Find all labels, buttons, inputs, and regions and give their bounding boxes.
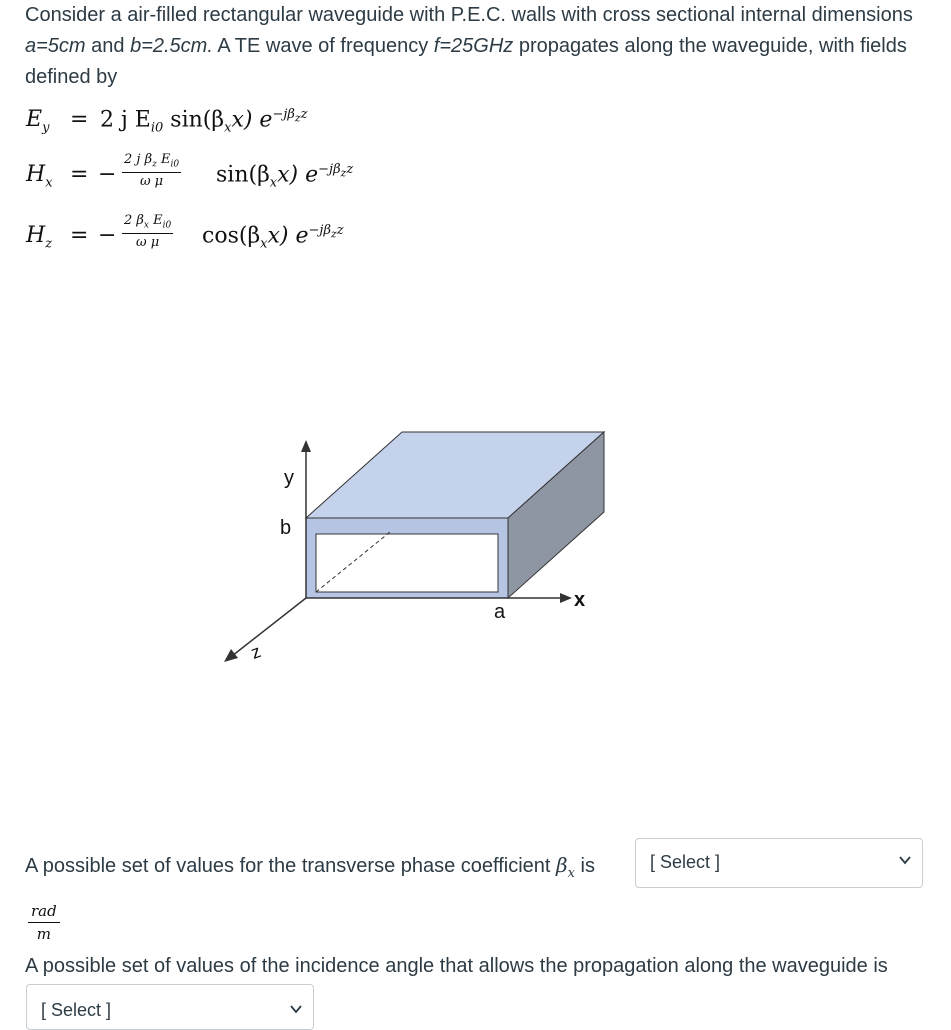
label-z: z <box>248 641 264 663</box>
problem-statement: Consider a air-filled rectangular waveguide with P.E.C. walls with cross sectional internal dimensions a=5cm and b=2.5cm. A TE wave of frequency f=25GHz propagates along the waveguide, with fields defined by <box>25 4 913 88</box>
equation-hz: $H_z$ = − $\frac{2 \beta_x E_{i0}}{\text{ω μ}}$ $\cos(\beta_xx)$ $e^{-j\beta_zz}$ <box>26 213 344 252</box>
chevron-down-icon <box>898 853 912 867</box>
dimension-b: b=2.5cm. <box>130 35 213 57</box>
label-a: a <box>494 601 506 623</box>
equation-hx: $H_x$ = − $\frac{2 j \beta_z E_{i0}}{\text{ω μ}}$ $\sin(\beta_xx)$ $e^{-j\beta_zz}$ <box>26 152 354 191</box>
frequency: f=25GHz <box>433 35 514 57</box>
waveguide-opening <box>316 534 498 592</box>
label-x: x <box>574 589 586 611</box>
z-axis-arrow <box>224 649 238 662</box>
angle-select-dropdown[interactable]: [ Select ] <box>26 984 314 1030</box>
dimension-a: a=5cm <box>25 35 86 57</box>
y-axis-arrow <box>301 440 311 452</box>
unit-rad-per-m: rad m <box>28 902 60 943</box>
equation-ey: $E_y$ = 2 j $E_{i0}$ $\sin(\beta_xx)$ $e^{-j\beta_zz}$ <box>26 107 308 136</box>
label-b: b <box>280 517 292 539</box>
question-2: A possible set of values of the incidence angle that allows the propagation along the waveguide is <box>25 955 888 977</box>
beta-symbol: $\beta_x$ <box>556 853 575 881</box>
z-axis <box>232 598 306 656</box>
chevron-down-icon <box>289 1002 303 1016</box>
beta-select-dropdown[interactable]: [ Select ] <box>635 838 923 888</box>
waveguide-diagram <box>200 420 640 670</box>
question-1: A possible set of values for the transverse phase coefficient $\beta_x$ is <box>25 853 595 881</box>
label-y: y <box>284 467 294 489</box>
x-axis-arrow <box>560 593 572 603</box>
